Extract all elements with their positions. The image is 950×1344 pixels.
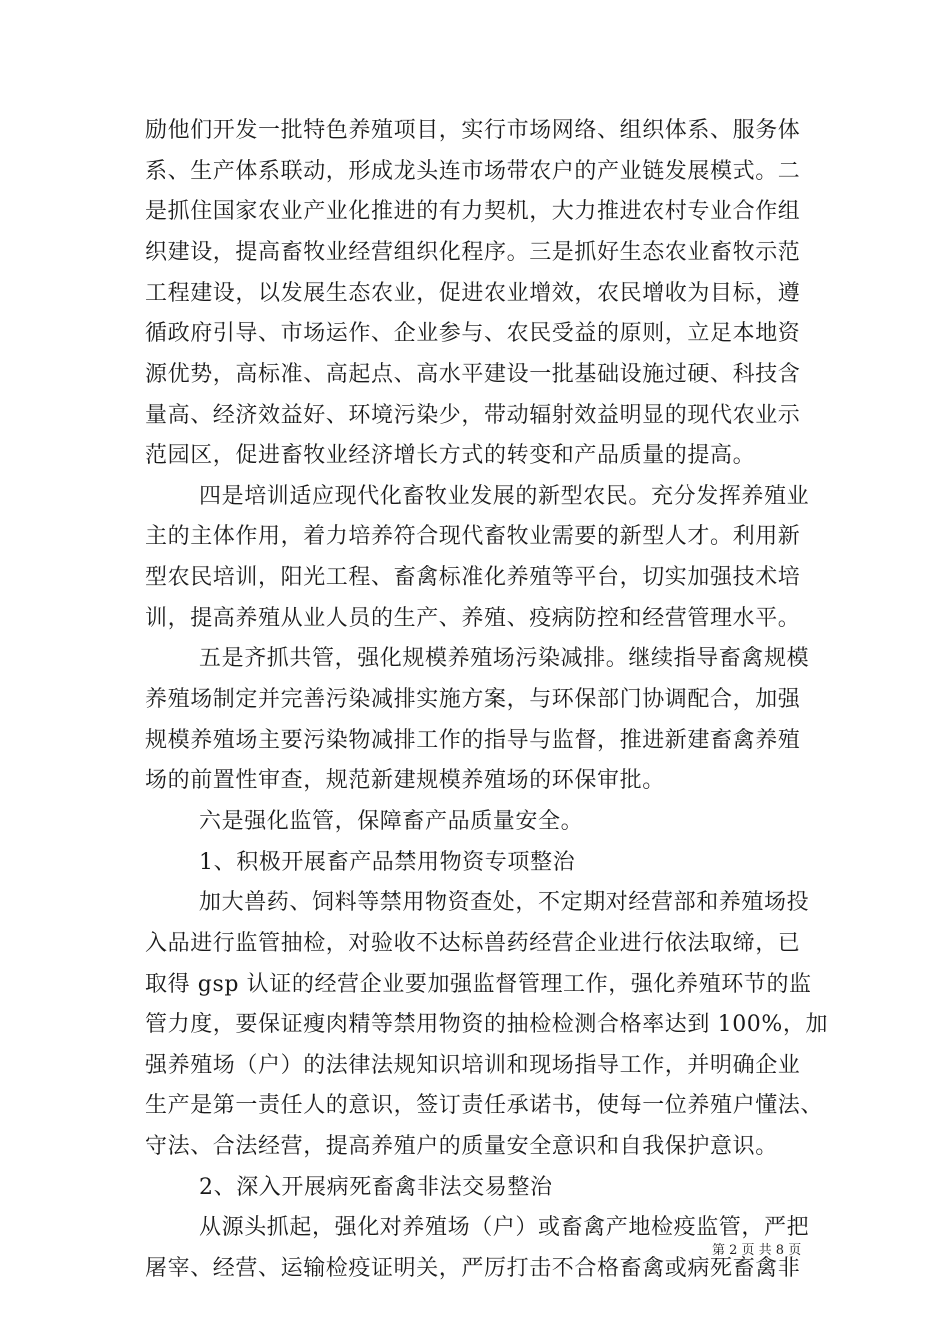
text-line: 屠宰、经营、运输检疫证明关，严厉打击不合格畜禽或病死畜禽非 <box>145 1256 801 1281</box>
text-line: 工程建设，以发展生态农业，促进农业增效，农民增收为目标，遵 <box>145 281 801 306</box>
text-line: 加大兽药、饲料等禁用物资查处，不定期对经营部和养殖场投 <box>199 890 810 915</box>
text-line: 1、积极开展畜产品禁用物资专项整治 <box>199 850 576 875</box>
text-line: 生产是第一责任人的意识，签订责任承诺书，使每一位养殖户懂法、 <box>145 1093 824 1118</box>
text-line: 训，提高养殖从业人员的生产、养殖、疫病防控和经营管理水平。 <box>145 606 801 631</box>
text-line: 养殖场制定并完善污染减排实施方案，与环保部门协调配合，加强 <box>145 687 801 712</box>
text-line: 源优势，高标准、高起点、高水平建设一批基础设施过硬、科技含 <box>145 362 801 387</box>
text-line: 入品进行监管抽检，对验收不达标兽药经营企业进行依法取缔，已 <box>145 931 801 956</box>
text-line: 六是强化监管，保障畜产品质量安全。 <box>199 809 584 834</box>
text-line: 管力度，要保证瘦肉精等禁用物资的抽检检测合格率达到 100%，加 <box>145 1012 829 1037</box>
text-line: 系、生产体系联动，形成龙头连市场带农户的产业链发展模式。二 <box>145 159 801 184</box>
text-line: 规模养殖场主要污染物减排工作的指导与监督，推进新建畜禽养殖 <box>145 728 801 753</box>
text-line: 四是培训适应现代化畜牧业发展的新型农民。充分发挥养殖业 <box>199 484 810 509</box>
text-line: 循政府引导、市场运作、企业参与、农民受益的原则，立足本地资 <box>145 321 801 346</box>
text-line: 从源头抓起，强化对养殖场（户）或畜禽产地检疫监管，严把 <box>199 1215 810 1240</box>
text-line: 型农民培训，阳光工程、畜禽标准化养殖等平台，切实加强技术培 <box>145 565 801 590</box>
text-line: 主的主体作用，着力培养符合现代畜牧业需要的新型人才。利用新 <box>145 524 801 549</box>
text-line: 范园区，促进畜牧业经济增长方式的转变和产品质量的提高。 <box>145 443 756 468</box>
text-line: 量高、经济效益好、环境污染少，带动辐射效益明显的现代农业示 <box>145 403 801 428</box>
text-line: 是抓住国家农业产业化推进的有力契机，大力推进农村专业合作组 <box>145 199 801 224</box>
text-line: 织建设，提高畜牧业经营组织化程序。三是抓好生态农业畜牧示范 <box>145 240 801 265</box>
text-line: 五是齐抓共管，强化规模养殖场污染减排。继续指导畜禽规模 <box>199 646 810 671</box>
text-line: 场的前置性审查，规范新建规模养殖场的环保审批。 <box>145 768 665 793</box>
text-line: 取得 gsp 认证的经营企业要加强监督管理工作，强化养殖环节的监 <box>145 972 812 997</box>
text-line: 2、深入开展病死畜禽非法交易整治 <box>199 1175 553 1200</box>
text-line: 励他们开发一批特色养殖项目，实行市场网络、组织体系、服务体 <box>145 118 801 143</box>
text-line: 守法、合法经营，提高养殖户的质量安全意识和自我保护意识。 <box>145 1134 778 1159</box>
text-line: 强养殖场（户）的法律法规知识培训和现场指导工作，并明确企业 <box>145 1053 801 1078</box>
page-number: 第 2 页 共 8 页 <box>712 1243 802 1258</box>
